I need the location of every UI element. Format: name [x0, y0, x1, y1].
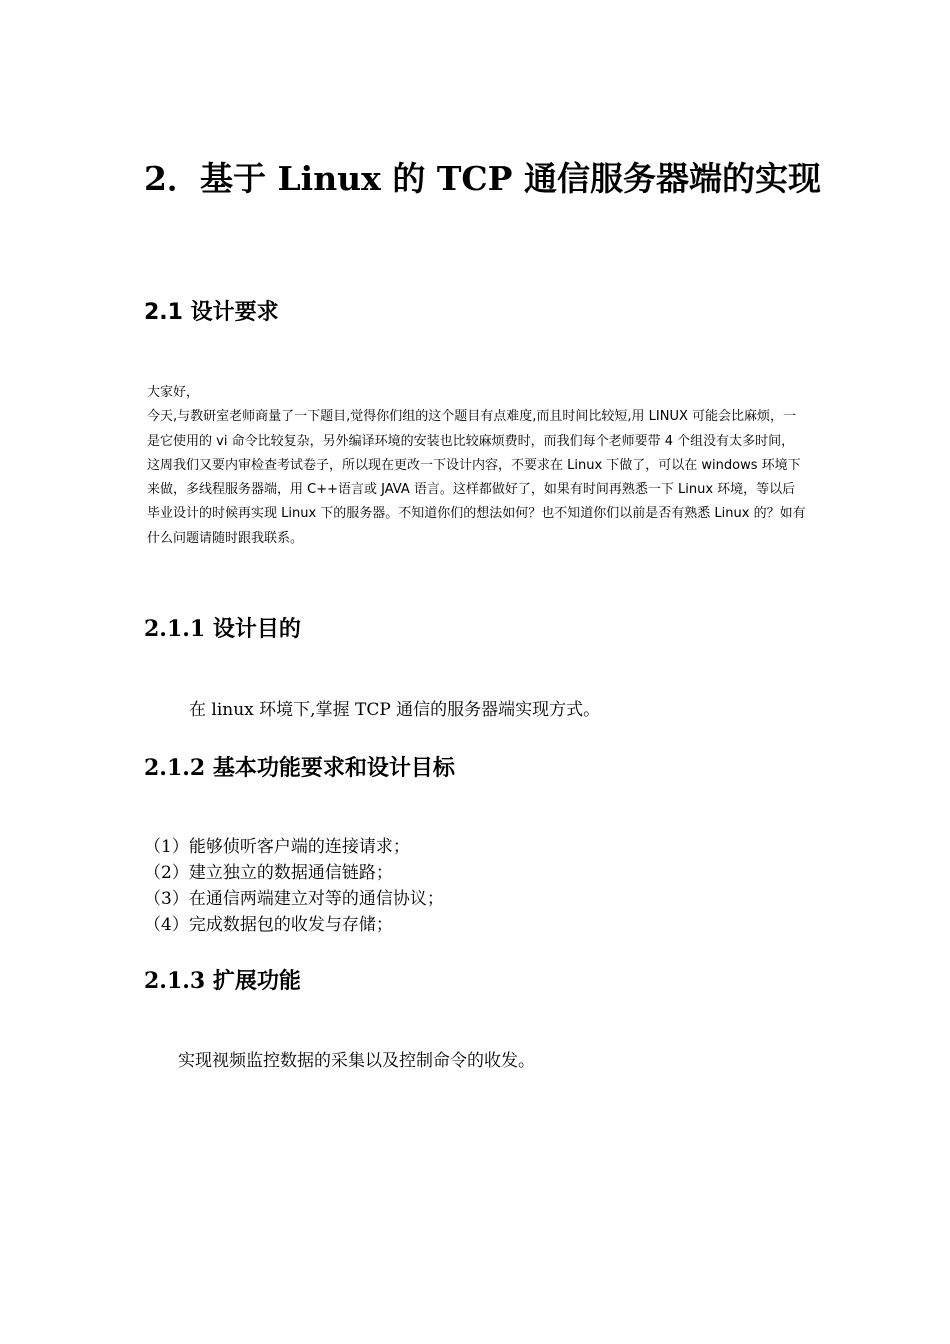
document-title: 2．基于 Linux 的 TCP 通信服务器端的实现	[144, 159, 821, 198]
section-heading-design-purpose: 2.1.1 设计目的	[144, 616, 301, 642]
list-item: （3）在通信两端建立对等的通信协议；	[144, 889, 444, 909]
section-heading-extended-features: 2.1.3 扩展功能	[144, 968, 301, 994]
message-greeting: 大家好，	[147, 385, 200, 400]
list-item: （2）建立独立的数据通信链路；	[144, 863, 393, 883]
section-heading-basic-requirements: 2.1.2 基本功能要求和设计目标	[144, 755, 455, 781]
list-item: （1）能够侦听客户端的连接请求；	[144, 837, 410, 857]
extended-features-text: 实现视频监控数据的采集以及控制命令的收发。	[178, 1051, 535, 1071]
teacher-message	[147, 381, 807, 551]
message-body: 今天,与教研室老师商量了一下题目,觉得你们组的这个题目有点难度,而且时间比较短,用 LINUX 可能会比麻烦，一是它使用的 vi 命令比较复杂，另外编译环境的安装也比较麻烦费时，而我们每个老师要带 4 个组没有太多时间，这周我们又要内审检查考试卷子，所以现在更改一下设计内容，不要求在 Linux 下做了，可以在 windows 环境下来做，多线程服务器端，用 C++语言或 JAVA 语言。这样都做好了，如果有时间再熟悉一下 Linux 环境，等以后毕业设计的时候再实现 Linux 下的服务器。不知道你们的想法如何？也不知道你们以前是否有熟悉 Linux 的？如有什么问题请随时跟我联系。	[147, 409, 806, 546]
section-heading-design-requirements: 2.1 设计要求	[144, 300, 279, 325]
design-purpose-text: 在 linux 环境下,掌握 TCP 通信的服务器端实现方式。	[189, 700, 601, 720]
list-item: （4）完成数据包的收发与存储；	[144, 915, 393, 935]
requirements-list	[144, 834, 444, 938]
